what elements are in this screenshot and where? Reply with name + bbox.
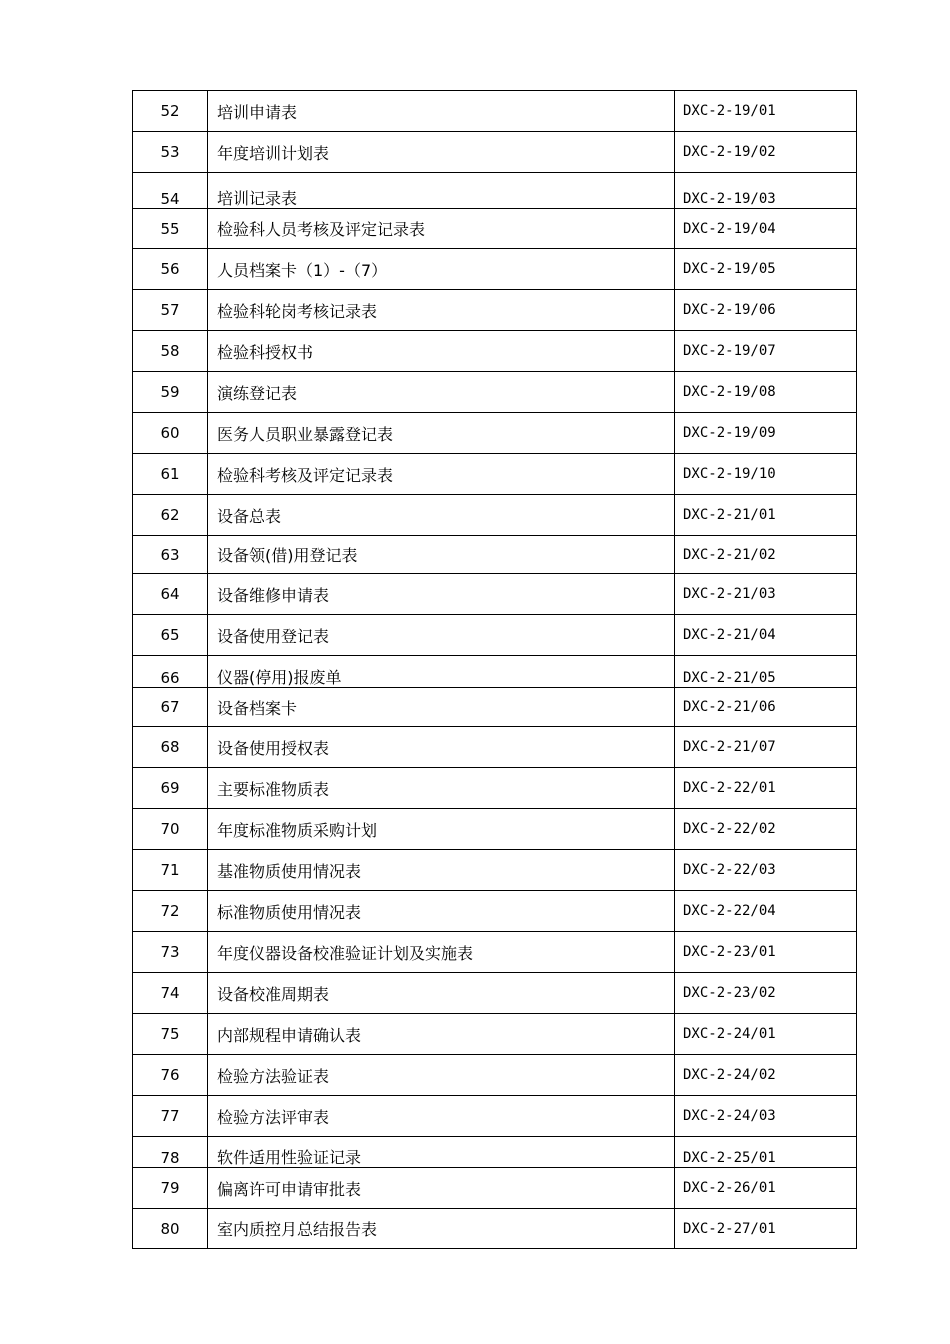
form-name: 室内质控月总结报告表 (208, 1209, 675, 1249)
row-number: 69 (133, 768, 208, 809)
form-name: 人员档案卡（1）-（7） (208, 249, 675, 290)
table-row (133, 688, 857, 727)
row-number: 59 (133, 372, 208, 413)
form-code: DXC-2-21/07 (675, 727, 857, 768)
table-row (133, 495, 857, 536)
form-name: 年度标准物质采购计划 (208, 809, 675, 850)
row-number: 73 (133, 932, 208, 973)
form-code: DXC-2-19/04 (675, 209, 857, 249)
table-row (133, 1137, 857, 1168)
form-name: 设备总表 (208, 495, 675, 536)
table-row (133, 574, 857, 615)
form-name: 设备使用登记表 (208, 615, 675, 656)
table-row (133, 209, 857, 249)
form-code: DXC-2-24/02 (675, 1055, 857, 1096)
table-row (133, 132, 857, 173)
form-code: DXC-2-22/04 (675, 891, 857, 932)
form-name: 主要标准物质表 (208, 768, 675, 809)
row-number: 62 (133, 495, 208, 536)
form-name: 仪器(停用)报废单 (208, 656, 675, 688)
form-name: 设备使用授权表 (208, 727, 675, 768)
row-number: 76 (133, 1055, 208, 1096)
form-name: 检验方法验证表 (208, 1055, 675, 1096)
form-name: 设备档案卡 (208, 688, 675, 727)
form-code: DXC-2-19/02 (675, 132, 857, 173)
table-body (133, 91, 857, 1249)
form-code: DXC-2-21/01 (675, 495, 857, 536)
form-name: 培训记录表 (208, 173, 675, 209)
form-code: DXC-2-23/01 (675, 932, 857, 973)
row-number: 66 (133, 656, 208, 688)
form-code: DXC-2-19/08 (675, 372, 857, 413)
form-name: 检验科授权书 (208, 331, 675, 372)
row-number: 68 (133, 727, 208, 768)
form-name: 检验科考核及评定记录表 (208, 454, 675, 495)
form-code: DXC-2-27/01 (675, 1209, 857, 1249)
table-row (133, 173, 857, 209)
row-number: 57 (133, 290, 208, 331)
table-row (133, 809, 857, 850)
form-name: 设备维修申请表 (208, 574, 675, 615)
form-name: 检验科轮岗考核记录表 (208, 290, 675, 331)
table-row (133, 536, 857, 574)
table-row (133, 91, 857, 132)
form-name: 年度培训计划表 (208, 132, 675, 173)
table-row (133, 1014, 857, 1055)
row-number: 65 (133, 615, 208, 656)
form-name: 设备领(借)用登记表 (208, 536, 675, 574)
form-name: 基准物质使用情况表 (208, 850, 675, 891)
form-code: DXC-2-24/01 (675, 1014, 857, 1055)
form-code: DXC-2-19/07 (675, 331, 857, 372)
table-row (133, 454, 857, 495)
row-number: 80 (133, 1209, 208, 1249)
row-number: 70 (133, 809, 208, 850)
table-row (133, 1168, 857, 1209)
row-number: 75 (133, 1014, 208, 1055)
table-row (133, 413, 857, 454)
row-number: 77 (133, 1096, 208, 1137)
table-row (133, 891, 857, 932)
row-number: 60 (133, 413, 208, 454)
table-row (133, 372, 857, 413)
row-number: 61 (133, 454, 208, 495)
form-code: DXC-2-23/02 (675, 973, 857, 1014)
row-number: 74 (133, 973, 208, 1014)
row-number: 58 (133, 331, 208, 372)
row-number: 78 (133, 1137, 208, 1168)
table-row (133, 1055, 857, 1096)
table-row (133, 249, 857, 290)
form-code: DXC-2-19/09 (675, 413, 857, 454)
row-number: 53 (133, 132, 208, 173)
table-row (133, 331, 857, 372)
form-code: DXC-2-21/02 (675, 536, 857, 574)
form-code: DXC-2-19/06 (675, 290, 857, 331)
form-code: DXC-2-25/01 (675, 1137, 857, 1168)
form-code: DXC-2-22/01 (675, 768, 857, 809)
row-number: 54 (133, 173, 208, 209)
form-code: DXC-2-21/05 (675, 656, 857, 688)
table-row (133, 290, 857, 331)
form-name: 检验科人员考核及评定记录表 (208, 209, 675, 249)
form-code: DXC-2-21/04 (675, 615, 857, 656)
form-code: DXC-2-19/10 (675, 454, 857, 495)
table-row (133, 768, 857, 809)
form-name: 医务人员职业暴露登记表 (208, 413, 675, 454)
form-name: 年度仪器设备校准验证计划及实施表 (208, 932, 675, 973)
form-name: 偏离许可申请审批表 (208, 1168, 675, 1209)
table-row (133, 656, 857, 688)
table-row (133, 850, 857, 891)
form-code: DXC-2-22/03 (675, 850, 857, 891)
form-code: DXC-2-21/06 (675, 688, 857, 727)
row-number: 52 (133, 91, 208, 132)
form-name: 内部规程申请确认表 (208, 1014, 675, 1055)
row-number: 67 (133, 688, 208, 727)
row-number: 79 (133, 1168, 208, 1209)
form-code: DXC-2-19/05 (675, 249, 857, 290)
form-name: 检验方法评审表 (208, 1096, 675, 1137)
row-number: 71 (133, 850, 208, 891)
row-number: 64 (133, 574, 208, 615)
form-code: DXC-2-24/03 (675, 1096, 857, 1137)
form-name: 设备校准周期表 (208, 973, 675, 1014)
form-code: DXC-2-21/03 (675, 574, 857, 615)
row-number: 56 (133, 249, 208, 290)
table-row (133, 1209, 857, 1249)
table-row (133, 727, 857, 768)
row-number: 72 (133, 891, 208, 932)
form-code: DXC-2-19/03 (675, 173, 857, 209)
table-row (133, 973, 857, 1014)
form-name: 软件适用性验证记录 (208, 1137, 675, 1168)
table-row (133, 932, 857, 973)
form-name: 培训申请表 (208, 91, 675, 132)
form-index-table (132, 90, 857, 1249)
form-code: DXC-2-26/01 (675, 1168, 857, 1209)
row-number: 55 (133, 209, 208, 249)
form-code: DXC-2-19/01 (675, 91, 857, 132)
form-code: DXC-2-22/02 (675, 809, 857, 850)
row-number: 63 (133, 536, 208, 574)
form-name: 标准物质使用情况表 (208, 891, 675, 932)
table-row (133, 615, 857, 656)
table-row (133, 1096, 857, 1137)
form-name: 演练登记表 (208, 372, 675, 413)
